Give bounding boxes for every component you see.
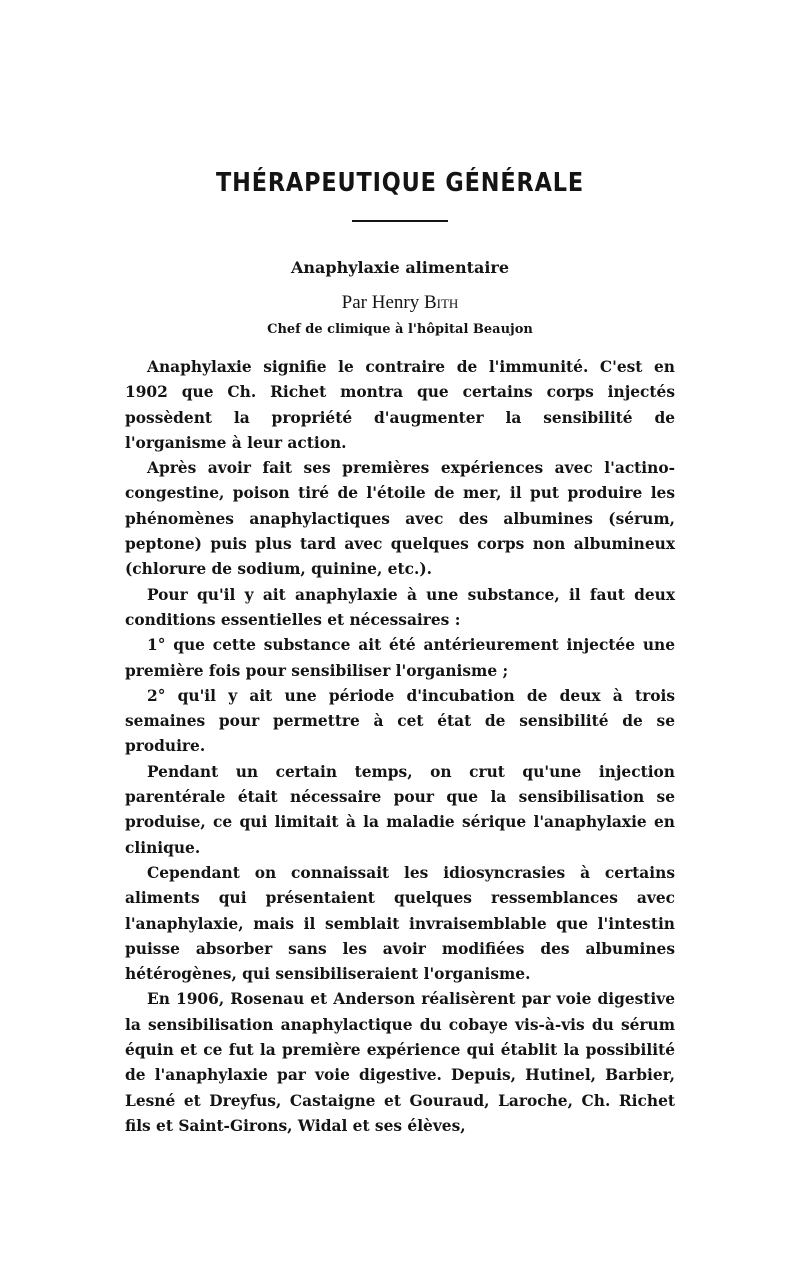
title-rule bbox=[352, 220, 448, 222]
page-title: THÉRAPEUTIQUE GÉNÉRALE bbox=[216, 168, 584, 198]
article-subtitle: Anaphylaxie alimentaire bbox=[290, 258, 510, 277]
author-line bbox=[0, 292, 800, 314]
paragraph: 2° qu'il y ait une période d'incubation de deux à trois semaines pour permettre à cet état de sensibilité de se produire. bbox=[125, 686, 675, 756]
paragraph: Pour qu'il y ait anaphylaxie à une substance, il faut deux conditions essentielles et nécessaires : bbox=[125, 585, 675, 629]
paragraph: 1° que cette substance ait été antérieurement injectée une première fois pour sensibiliser l'organisme ; bbox=[125, 636, 675, 680]
paragraph: Cependant on connaissait les idiosyncrasies à certains aliments qui présentaient quelques ressemblances avec l'anaphylaxie, mais il semblait invraisemblable que l'intestin puisse absorber sans les avoir modifiées des albumines hétérogènes, qui sensibiliseraient l'organisme. bbox=[125, 863, 675, 984]
article-body bbox=[125, 355, 675, 1139]
author-prefix: Par Henry bbox=[341, 292, 424, 313]
author-surname: Bith bbox=[423, 292, 459, 313]
paragraph: Anaphylaxie signifie le contraire de l'immunité. C'est en 1902 que Ch. Richet montra que certains corps injectés possèdent la propriété d'augmenter la sensibilité de l'organisme à leur action. bbox=[125, 358, 675, 452]
paragraph: Pendant un certain temps, on crut qu'une injection parentérale était nécessaire pour que la sensibilisation se produise, ce qui limitait à la maladie sérique l'anaphylaxie en clinique. bbox=[125, 762, 675, 857]
paragraph: Après avoir fait ses premières expériences avec l'actino-congestine, poison tiré de l'étoile de mer, il put produire les phénomènes anaphylactiques avec des albumines (sérum, peptone) puis plus tard avec quelques corps non albumineux (chlorure de sodium, quinine, etc.). bbox=[125, 459, 675, 579]
author-affiliation: Chef de climique à l'hôpital Beaujon bbox=[267, 322, 533, 337]
paragraph: En 1906, Rosenau et Anderson réalisèrent par voie digestive la sensibilisation anaphylactique du cobaye vis-à-vis du sérum équin et ce fut la première expérience qui établit la possibilité de l'anaphylaxie par voie digestive. Depuis, Hutinel, Barbier, Lesné et Dreyfus, Castaigne et Gouraud, Laroche, Ch. Richet fils et Saint-Girons, Widal et ses élèves, bbox=[125, 990, 675, 1135]
